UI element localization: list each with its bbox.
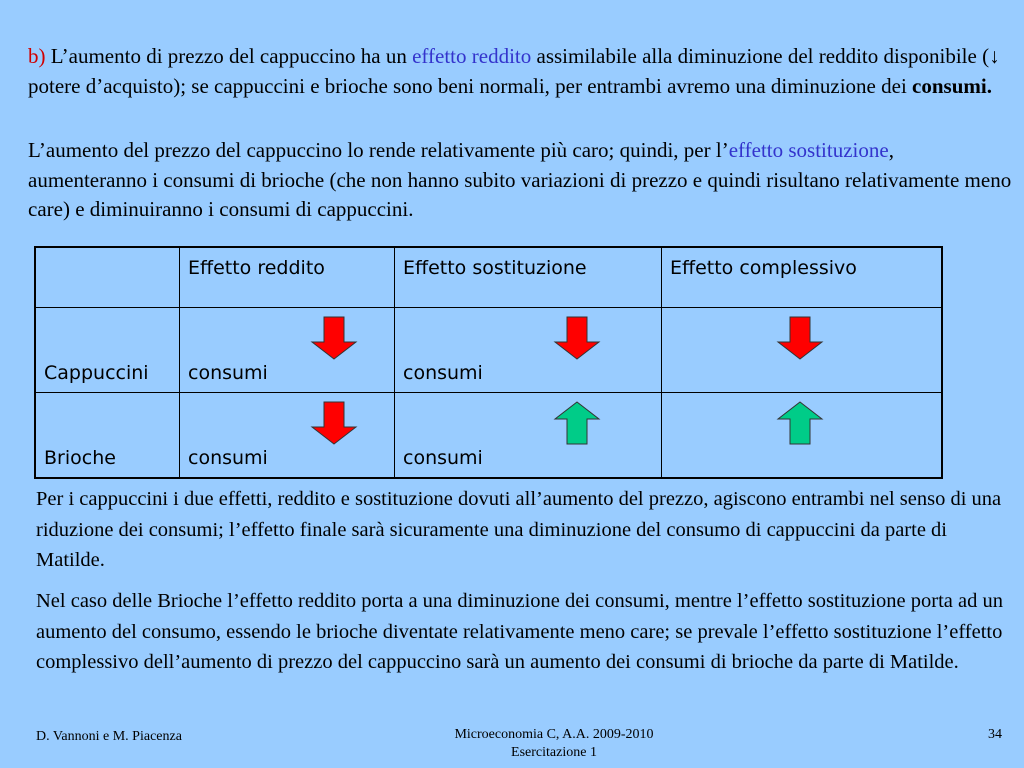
cell-total-effect	[662, 308, 943, 393]
cell-text: consumi	[403, 447, 483, 469]
intro-paragraph	[28, 42, 1013, 101]
consumption-term: consumi.	[912, 73, 992, 98]
intro-text-1: L’aumento di prezzo del cappuccino ha un	[45, 44, 413, 68]
cell-text: consumi	[403, 362, 483, 384]
page-number: 34	[988, 727, 1002, 742]
arrow-up-icon	[553, 401, 601, 445]
substitution-text-1: L’aumento del prezzo del cappuccino lo rende relativamente più caro; quindi, per l’	[28, 138, 729, 162]
effects-table	[34, 246, 943, 479]
conclusion-cappuccini: Per i cappuccini i due effetti, reddito e sostituzione dovuti all’aumento del prezzo, agiscono entrambi nel senso di una riduzione dei consumi; l’effetto finale sarà sicuramente una diminuzione del consumo di cappuccini da parte di Matilde.	[36, 488, 1002, 571]
cell-substitution-effect	[395, 393, 662, 479]
arrow-up-shape	[778, 402, 822, 444]
arrow-down-shape	[312, 317, 356, 359]
item-label: b)	[28, 44, 46, 68]
arrow-down-icon	[310, 401, 358, 445]
arrow-down-icon	[776, 316, 824, 360]
cell-text: consumi	[188, 447, 268, 469]
table-row-brioche	[35, 393, 942, 479]
intro-text-2: assimilabile alla diminuzione del reddito disponibile (	[531, 44, 990, 68]
arrow-down-shape	[778, 317, 822, 359]
table-row-cappuccini	[35, 308, 942, 393]
arrow-up-shape	[555, 402, 599, 444]
arrow-down-shape	[312, 402, 356, 444]
header-empty	[35, 247, 180, 308]
footer-authors: D. Vannoni e M. Piacenza	[36, 729, 182, 744]
footer-course	[404, 726, 704, 762]
substitution-effect-term: effetto sostituzione	[728, 138, 889, 162]
substitution-text-2: , aumenteranno i consumi di brioche (che non hanno subito variazioni di prezzo e quindi risultano relativamente meno care) e diminuiranno i consumi di cappuccini.	[28, 138, 1012, 221]
table-header-row	[35, 247, 942, 308]
arrow-down-shape	[555, 317, 599, 359]
cell-text: consumi	[188, 362, 268, 384]
row-label: Cappuccini	[35, 308, 180, 393]
arrow-up-icon	[776, 401, 824, 445]
down-arrow-icon: ↓	[989, 44, 1000, 68]
footer-session: Esercitazione 1	[511, 745, 597, 760]
cell-substitution-effect	[395, 308, 662, 393]
row-label: Brioche	[35, 393, 180, 479]
header-total-effect: Effetto complessivo	[662, 247, 943, 308]
arrow-down-icon	[310, 316, 358, 360]
cell-income-effect	[180, 308, 395, 393]
footer-course-name: Microeconomia C, A.A. 2009-2010	[454, 727, 654, 742]
income-effect-term: effetto reddito	[412, 44, 532, 68]
cell-total-effect	[662, 393, 943, 479]
header-substitution-effect: Effetto sostituzione	[395, 247, 662, 308]
substitution-paragraph	[28, 136, 1013, 225]
arrow-down-icon	[553, 316, 601, 360]
cell-income-effect	[180, 393, 395, 479]
conclusion-brioche: Nel caso delle Brioche l’effetto reddito porta a una diminuzione dei consumi, mentre l’effetto sostituzione porta ad un aumento del consumo, essendo le brioche diventate relativamente meno care; se prevale l’effetto sostituzione l’effetto complessivo dell’aumento di prezzo del cappuccino sarà un aumento dei consumi di brioche da parte di Matilde.	[36, 590, 1003, 673]
header-income-effect: Effetto reddito	[180, 247, 395, 308]
intro-text-3: potere d’acquisto); se cappuccini e brioche sono beni normali, per entrambi avremo una diminuzione dei	[28, 73, 913, 98]
